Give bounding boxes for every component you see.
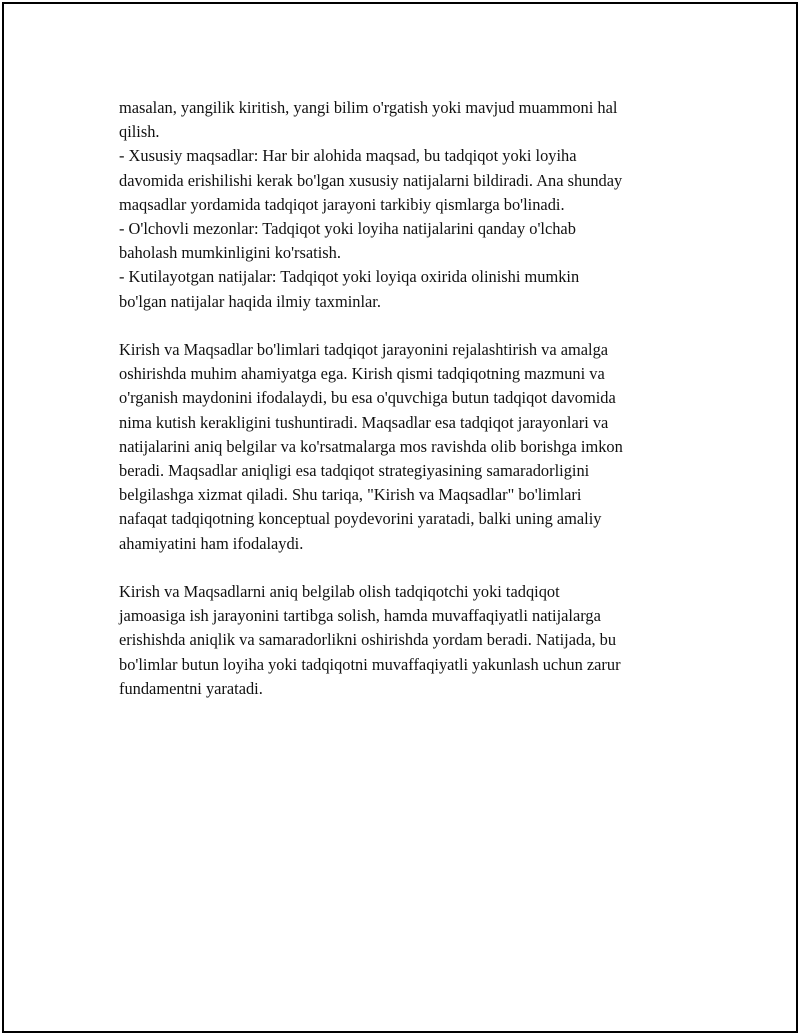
- list-item: - Xususiy maqsadlar: Har bir alohida maqsad, bu tadqiqot yoki loyiha: [119, 146, 577, 166]
- text-line: nafaqat tadqiqotning konceptual poydevorini yaratadi, balki uning amaliy: [119, 509, 602, 529]
- paragraph: [119, 580, 699, 701]
- page-frame: [2, 2, 798, 1033]
- list-item: - O'lchovli mezonlar: Tadqiqot yoki loyiha natijalarini qanday o'lchab: [119, 219, 576, 239]
- text-line: nima kutish kerakligini tushuntiradi. Maqsadlar esa tadqiqot jarayonlari va: [119, 412, 609, 432]
- text-line: davomida erishilishi kerak bo'lgan xususiy natijalarni bildiradi. Ana shunday: [119, 170, 623, 190]
- text-line: o'rganish maydonini ifodalaydi, bu esa o'quvchiga butun tadqiqot davomida: [119, 388, 616, 408]
- text-line: Kirish va Maqsadlarni aniq belgilab olish tadqiqotchi yoki tadqiqot: [119, 582, 560, 602]
- text-line: bo'limlar butun loyiha yoki tadqiqotni muvaffaqiyatli yakunlash uchun zarur: [119, 654, 621, 674]
- text-line: jamoasiga ish jarayonini tartibga solish, hamda muvaffaqiyatli natijalarga: [119, 606, 601, 626]
- paragraph: [119, 338, 699, 556]
- text-line: qilish.: [119, 122, 160, 142]
- text-line: bo'lgan natijalar haqida ilmiy taxminlar.: [119, 291, 381, 311]
- text-line: baholash mumkinligini ko'rsatish.: [119, 243, 341, 263]
- text-line: fundamentni yaratadi.: [119, 678, 263, 698]
- paragraph-gap: [119, 556, 699, 580]
- text-line: masalan, yangilik kiritish, yangi bilim o'rgatish yoki mavjud muammoni hal: [119, 98, 618, 117]
- text-line: ahamiyatini ham ifodalaydi.: [119, 533, 304, 553]
- text-line: oshirishda muhim ahamiyatga ega. Kirish qismi tadqiqotning mazmuni va: [119, 364, 605, 384]
- text-line: erishishda aniqlik va samaradorlikni oshirishda yordam beradi. Natijada, bu: [119, 630, 617, 650]
- list-item: - Kutilayotgan natijalar: Tadqiqot yoki loyiqa oxirida olinishi mumkin: [119, 267, 580, 287]
- paragraph: [119, 96, 699, 314]
- document-body: [119, 96, 699, 701]
- text-line: beradi. Maqsadlar aniqligi esa tadqiqot strategiyasining samaradorligini: [119, 461, 590, 481]
- text-line: natijalarini aniq belgilar va ko'rsatmalarga mos ravishda olib borishga imkon: [119, 436, 623, 456]
- text-line: maqsadlar yordamida tadqiqot jarayoni tarkibiy qismlarga bo'linadi.: [119, 194, 565, 214]
- text-line: Kirish va Maqsadlar bo'limlari tadqiqot jarayonini rejalashtirish va amalga: [119, 340, 609, 360]
- text-line: belgilashga xizmat qiladi. Shu tariqa, "Kirish va Maqsadlar" bo'limlari: [119, 485, 582, 505]
- paragraph-gap: [119, 314, 699, 338]
